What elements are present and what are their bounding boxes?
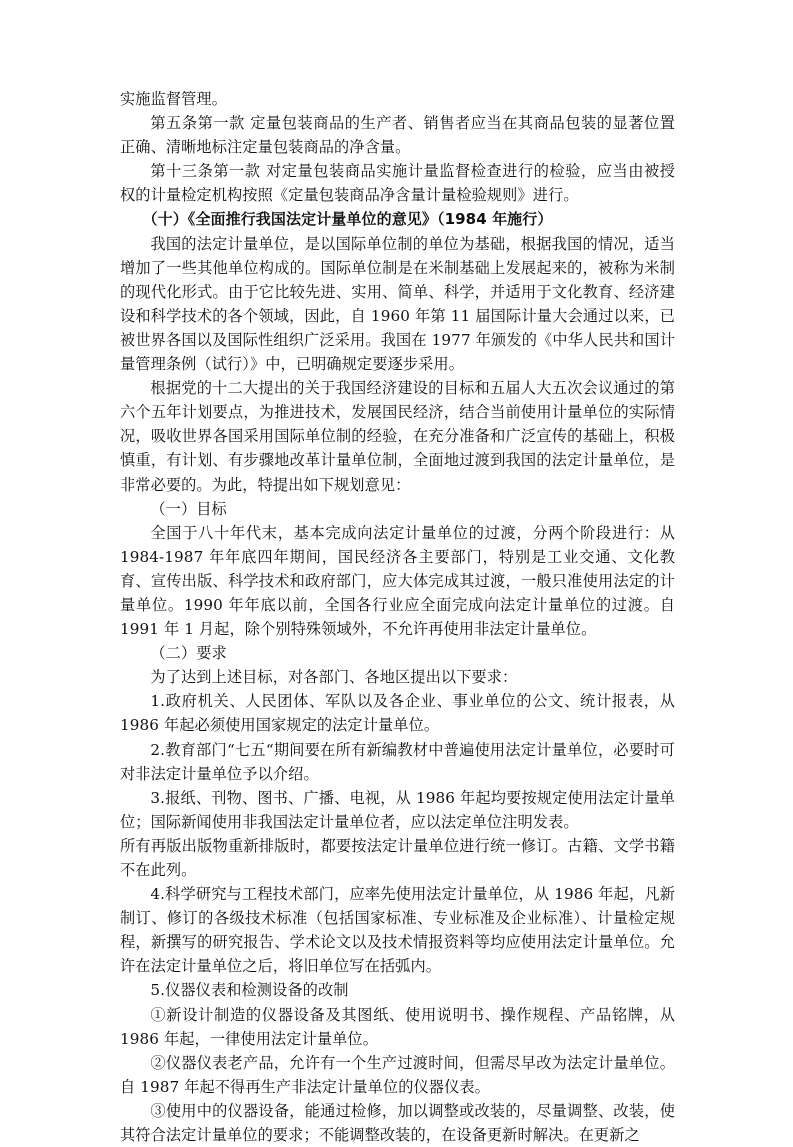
sub-item-2: ②仪器仪表老产品，允许有一个生产过渡时间，但需尽早改为法定计量单位。自 1987 年起不得再生产非法定计量单位的仪器仪表。 [120,1053,675,1096]
paragraph-continuation: 实施监督管理。 [120,90,228,108]
list-item-4: 4.科学研究与工程技术部门，应率先使用法定计量单位，从 1986 年起，凡新制订、修订的各级技术标准（包括国家标准、专业标准及企业标准）、计量检定规程，新撰写的研究报告、学术论文以及技术情报资料等均应使用法定计量单位。允许在法定计量单位之后，将旧单位写在括弧内。 [120,885,675,976]
paragraph-background: 根据党的十二大提出的关于我国经济建设的目标和五届人大五次会议通过的第六个五年计划要点，为推进技术，发展国民经济，结合当前使用计量单位的实际情况，吸收世界各国采用国际单位制的经验，在充分准备和广泛宣传的基础上，积极慎重，有计划、有步骤地改革计量单位制，全面地过渡到我国的法定计量单位，是非常必要的。为此，特提出如下规划意见： [120,379,675,494]
paragraph-intro: 我国的法定计量单位，是以国际单位制的单位为基础，根据我国的情况，适当增加了一些其他单位构成的。国际单位制是在米制基础上发展起来的，被称为米制的现代化形式。由于它比较先进、实用、简单、科学，并适用于文化教育、经济建设和科学技术的各个领域，因此，自 1960 年第 11 届国际计量大会通过以来，已被世界各国以及国际性组织广泛采用。我国在 1977 年颁发的《中华人民共和国计量管理条例（试行）》中，已明确规定要逐步采用。 [120,234,675,374]
document-body [120,87,675,1147]
list-item-2: 2.教育部门“七五“期间要在所有新编教材中普遍使用法定计量单位，必要时可对非法定计量单位予以介绍。 [120,740,675,783]
subheading-requirements: （二）要求 [150,644,227,663]
sub-item-1: ①新设计制造的仪器设备及其图纸、使用说明书、操作规程、产品铭牌，从 1986 年起，一律使用法定计量单位。 [120,1005,675,1048]
sub-item-3: ③使用中的仪器设备，能通过检修，加以调整或改装的，尽量调整、改装，使其符合法定计量单位的要求；不能调整改装的，在设备更新时解决。在更新之 [120,1101,675,1145]
subheading-goal: （一）目标 [150,499,227,518]
paragraph-requirements-intro: 为了达到上述目标，对各部门、各地区提出以下要求： [150,668,518,687]
paragraph-article-13: 第十三条第一款 对定量包装商品实施计量监督检查进行的检验，应当由被授权的计量检定机构按照《定量包装商品净含量计量检验规则》进行。 [120,162,675,205]
paragraph-article-5: 第五条第一款 定量包装商品的生产者、销售者应当在其商品包装的显著位置正确、清晰地标注定量包装商品的净含量。 [120,114,675,157]
list-item-3: 3.报纸、刊物、图书、广播、电视，从 1986 年起均要按规定使用法定计量单位；国际新闻使用非我国法定计量单位者，应以法定单位注明发表。 [120,788,675,831]
list-item-3-continuation: 所有再版出版物重新排版时，都要按法定计量单位进行统一修订。古籍、文学书籍不在此列。 [120,836,675,879]
paragraph-goal: 全国于八十年代末，基本完成向法定计量单位的过渡，分两个阶段进行：从 1984-1987 年年底四年期间，国民经济各主要部门，特别是工业交通、文化教育、宣传出版、科学技术和政府部门，应大体完成其过渡，一般只准使用法定的计量单位。1990 年年底以前，全国各行业应全面完成向法定计量单位的过渡。自 1991 年 1 月起，除个别特殊领域外，不允许再使用非法定计量单位。 [120,523,675,639]
section-heading: （十）《全面推行我国法定计量单位的意见》（1984 年施行） [142,210,553,229]
list-item-5: 5.仪器仪表和检测设备的改制 [150,981,349,1000]
list-item-1: 1.政府机关、人民团体、军队以及各企业、事业单位的公文、统计报表，从 1986 年起必须使用国家规定的法定计量单位。 [120,692,675,735]
